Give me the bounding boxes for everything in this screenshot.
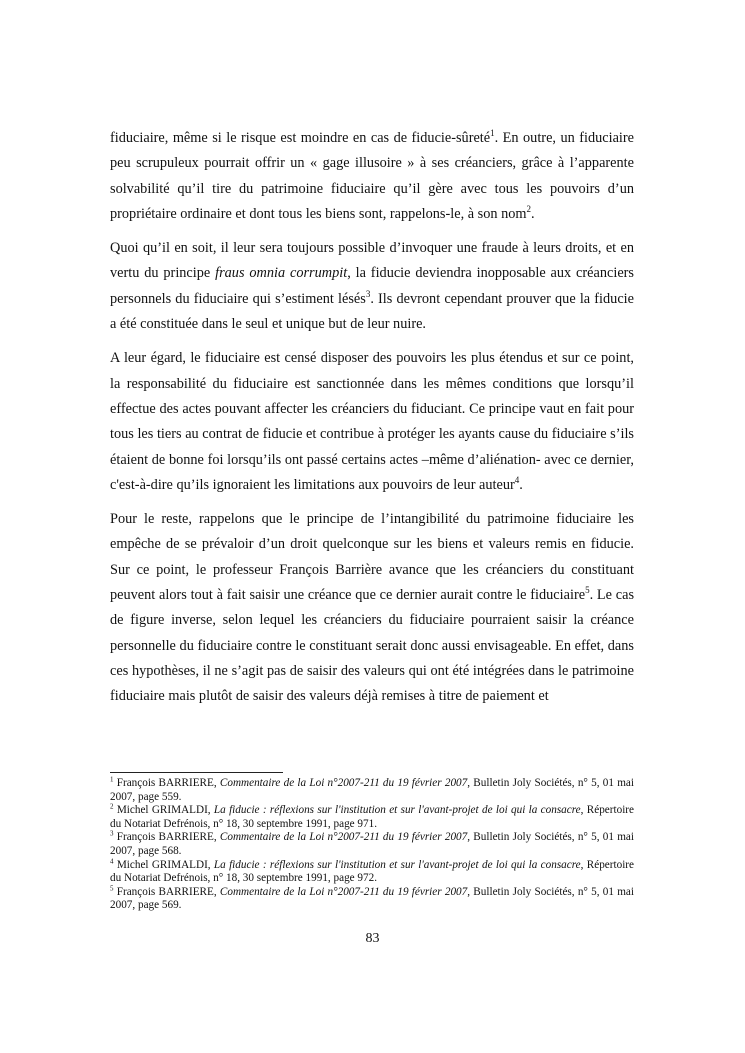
body-text [110, 126, 634, 719]
paragraph-text: . En outre, un fiduciaire peu scrupuleux pourrait offrir un « gage illusoire » à ses créanciers, grâce à l’apparente solvabilité qu’il tire du patrimoine fiduciaire qu’il gère avec tous les pouvoirs d’un propriétaire ordinaire et dont tous les biens sont, rappelons-le, à son nom [110, 130, 634, 222]
footnote-2 [110, 804, 634, 831]
footnote-ref-2: 2 [526, 204, 531, 215]
footnote-5 [110, 886, 634, 913]
footnote-separator [110, 772, 283, 773]
footnote-author: Michel GRIMALDI, [113, 804, 214, 817]
footnote-source: , Bulletin Joly Sociétés, n° 5, 01 mai 2007, page 568. [110, 831, 634, 857]
footnotes [110, 777, 634, 913]
footnote-author: Michel GRIMALDI, [113, 858, 214, 871]
footnote-title: La fiducie : réflexions sur l'institution et sur l'avant-projet de loi qui la consacre [213, 858, 581, 871]
paragraph-4 [110, 507, 634, 709]
footnote-title: Commentaire de la Loi n°2007-211 du 19 février 2007 [219, 885, 468, 898]
paragraph-2 [110, 236, 634, 337]
paragraph-text: . [519, 476, 523, 493]
paragraph-text: . Le cas de figure inverse, selon lequel les créanciers du fiduciaire pourraient saisir la créance personnelle du fiduciaire contre le constituant serait donc aussi envisageable. En effet, dans ces hypothèses, il ne s’agit pas de saisir des valeurs qui ont été intégrées dans le patrimoine fiduciaire mais plutôt de saisir des valeurs déjà remises à titre de paiement et [110, 587, 635, 705]
footnote-ref-5: 5 [585, 585, 590, 596]
paragraph-1 [110, 126, 634, 227]
footnote-author: François BARRIERE, [113, 885, 220, 898]
footnote-1 [110, 777, 634, 804]
footnote-number: 5 [110, 884, 114, 893]
footnote-source: , Répertoire du Notariat Defrénois, n° 18, 30 septembre 1991, page 972. [110, 858, 635, 885]
paragraph-text: Pour le reste, rappelons que le principe de l’intangibilité du patrimoine fiduciaire les empêche de se prévaloir d’un droit quelconque sur les biens et valeurs remis en fiducie. Sur ce point, le professeur François Barrière avance que les créanciers du constituant peuvent alors tout à fait saisir une créance que ce dernier aurait contre le fiduciaire [110, 511, 634, 604]
footnote-4 [110, 856, 635, 886]
footnote-author: François BARRIERE, [113, 831, 220, 844]
page-number: 83 [365, 931, 380, 946]
footnote-title: Commentaire de la Loi n°2007-211 du 19 février 2007 [219, 831, 468, 844]
paragraph-text: . Ils devront cependant prouver que la fiducie a été constituée dans le seul et unique but de leur nuire. [110, 290, 634, 333]
paragraph-text: . [531, 205, 535, 222]
footnote-3 [110, 831, 634, 858]
footnote-source: , Répertoire du Notariat Defrénois, n° 18, 30 septembre 1991, page 971. [110, 804, 635, 830]
paragraph-3 [110, 346, 634, 498]
paragraph-text: fiduciaire, même si le risque est moindre en cas de fiducie-sûreté [110, 130, 491, 146]
footnote-number: 1 [110, 775, 114, 784]
paragraph-text: A leur égard, le fiduciaire est censé disposer des pouvoirs les plus étendus et sur ce point, la responsabilité du fiduciaire est sanctionnée dans les mêmes conditions que lorsqu’il effectue des actes pouvant affecter les créanciers du fiduciant. Ce principe vaut en fait pour tous les tiers au contrat de fiducie et contribue à protéger les ayants cause du fiduciaire s’ils étaient de bonne foi lorsqu’ils ont passé certains actes –même d’aliénation- avec ce dernier, c'est-à-dire qu’ils ignoraient les limitations aux pouvoirs de leur auteur [110, 350, 634, 493]
footnote-ref-1: 1 [490, 128, 495, 139]
latin-maxim: fraus omnia corrumpit [215, 265, 348, 282]
paragraph-text: , la fiducie deviendra inopposable aux créanciers personnels du fiduciaire qui s’estiment lésés [110, 265, 634, 307]
footnote-number: 3 [110, 829, 114, 838]
footnote-source: , Bulletin Joly Sociétés, n° 5, 01 mai 2007, page 559. [110, 777, 634, 803]
footnote-number: 4 [110, 856, 114, 865]
footnote-ref-3: 3 [365, 289, 371, 300]
footnote-source: , Bulletin Joly Sociétés, n° 5, 01 mai 2007, page 569. [110, 885, 634, 912]
footnote-title: La fiducie : réflexions sur l'institution et sur l'avant-projet de loi qui la consacre [213, 804, 581, 817]
footnote-title: Commentaire de la Loi n°2007-211 du 19 février 2007 [219, 777, 468, 789]
footnote-author: François BARRIERE, [113, 777, 220, 789]
footnote-number: 2 [110, 802, 114, 811]
footnote-ref-4: 4 [514, 475, 520, 486]
paragraph-text: Quoi qu’il en soit, il leur sera toujours possible d’invoquer une fraude à leurs droits, et en vertu du principe [110, 240, 634, 282]
